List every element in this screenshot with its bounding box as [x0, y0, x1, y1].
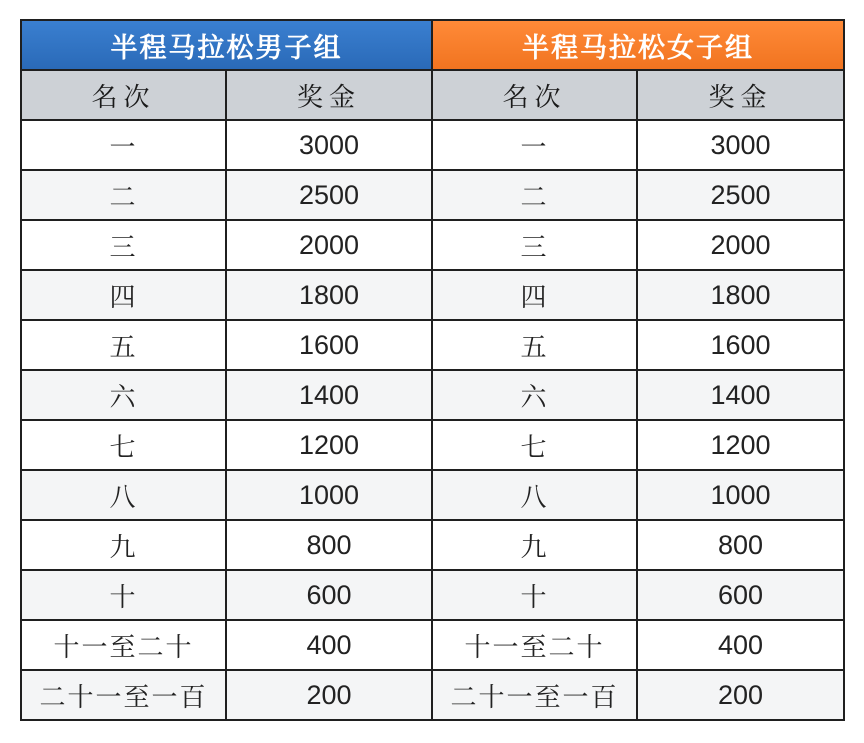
table-row [21, 520, 844, 570]
men-prize-cell: 800 [226, 520, 432, 570]
men-prize-column-header: 奖金 [226, 70, 432, 120]
table-row [21, 470, 844, 520]
women-prize-cell: 3000 [637, 120, 844, 170]
table-row [21, 420, 844, 470]
men-prize-cell: 2500 [226, 170, 432, 220]
women-prize-cell: 200 [637, 670, 844, 720]
women-prize-cell: 400 [637, 620, 844, 670]
men-rank-cell: 九 [21, 520, 226, 570]
women-prize-cell: 1400 [637, 370, 844, 420]
table-row [21, 670, 844, 720]
women-rank-cell: 五 [432, 320, 637, 370]
women-prize-cell: 1800 [637, 270, 844, 320]
women-prize-cell: 2000 [637, 220, 844, 270]
women-prize-cell: 800 [637, 520, 844, 570]
men-prize-cell: 200 [226, 670, 432, 720]
men-rank-cell: 六 [21, 370, 226, 420]
women-prize-cell: 1600 [637, 320, 844, 370]
men-prize-cell: 1800 [226, 270, 432, 320]
women-group-header: 半程马拉松女子组 [432, 20, 844, 70]
women-prize-cell: 600 [637, 570, 844, 620]
men-prize-cell: 600 [226, 570, 432, 620]
table-body [21, 120, 844, 720]
table-row [21, 170, 844, 220]
men-rank-cell: 二 [21, 170, 226, 220]
women-rank-cell: 四 [432, 270, 637, 320]
women-rank-cell: 三 [432, 220, 637, 270]
women-rank-cell: 七 [432, 420, 637, 470]
table-row [21, 370, 844, 420]
men-rank-cell: 一 [21, 120, 226, 170]
women-rank-cell: 十 [432, 570, 637, 620]
men-rank-cell: 十一至二十 [21, 620, 226, 670]
women-rank-cell: 二十一至一百 [432, 670, 637, 720]
women-rank-column-header: 名次 [432, 70, 637, 120]
prize-table [20, 19, 845, 721]
table-row [21, 320, 844, 370]
men-rank-cell: 五 [21, 320, 226, 370]
women-prize-column-header: 奖金 [637, 70, 844, 120]
men-rank-cell: 七 [21, 420, 226, 470]
men-rank-cell: 十 [21, 570, 226, 620]
men-rank-cell: 八 [21, 470, 226, 520]
column-header-row [21, 70, 844, 120]
men-prize-cell: 3000 [226, 120, 432, 170]
women-rank-cell: 十一至二十 [432, 620, 637, 670]
men-prize-cell: 1600 [226, 320, 432, 370]
women-prize-cell: 1000 [637, 470, 844, 520]
table-row [21, 270, 844, 320]
men-prize-cell: 2000 [226, 220, 432, 270]
women-prize-cell: 1200 [637, 420, 844, 470]
women-rank-cell: 一 [432, 120, 637, 170]
men-rank-column-header: 名次 [21, 70, 226, 120]
men-rank-cell: 四 [21, 270, 226, 320]
women-rank-cell: 六 [432, 370, 637, 420]
men-prize-cell: 1400 [226, 370, 432, 420]
men-group-header: 半程马拉松男子组 [21, 20, 432, 70]
table-row [21, 620, 844, 670]
women-rank-cell: 二 [432, 170, 637, 220]
men-rank-cell: 二十一至一百 [21, 670, 226, 720]
table-row [21, 570, 844, 620]
group-header-row [21, 20, 844, 70]
men-prize-cell: 400 [226, 620, 432, 670]
men-prize-cell: 1000 [226, 470, 432, 520]
women-prize-cell: 2500 [637, 170, 844, 220]
women-rank-cell: 八 [432, 470, 637, 520]
women-rank-cell: 九 [432, 520, 637, 570]
table-row [21, 220, 844, 270]
men-prize-cell: 1200 [226, 420, 432, 470]
men-rank-cell: 三 [21, 220, 226, 270]
table-row [21, 120, 844, 170]
